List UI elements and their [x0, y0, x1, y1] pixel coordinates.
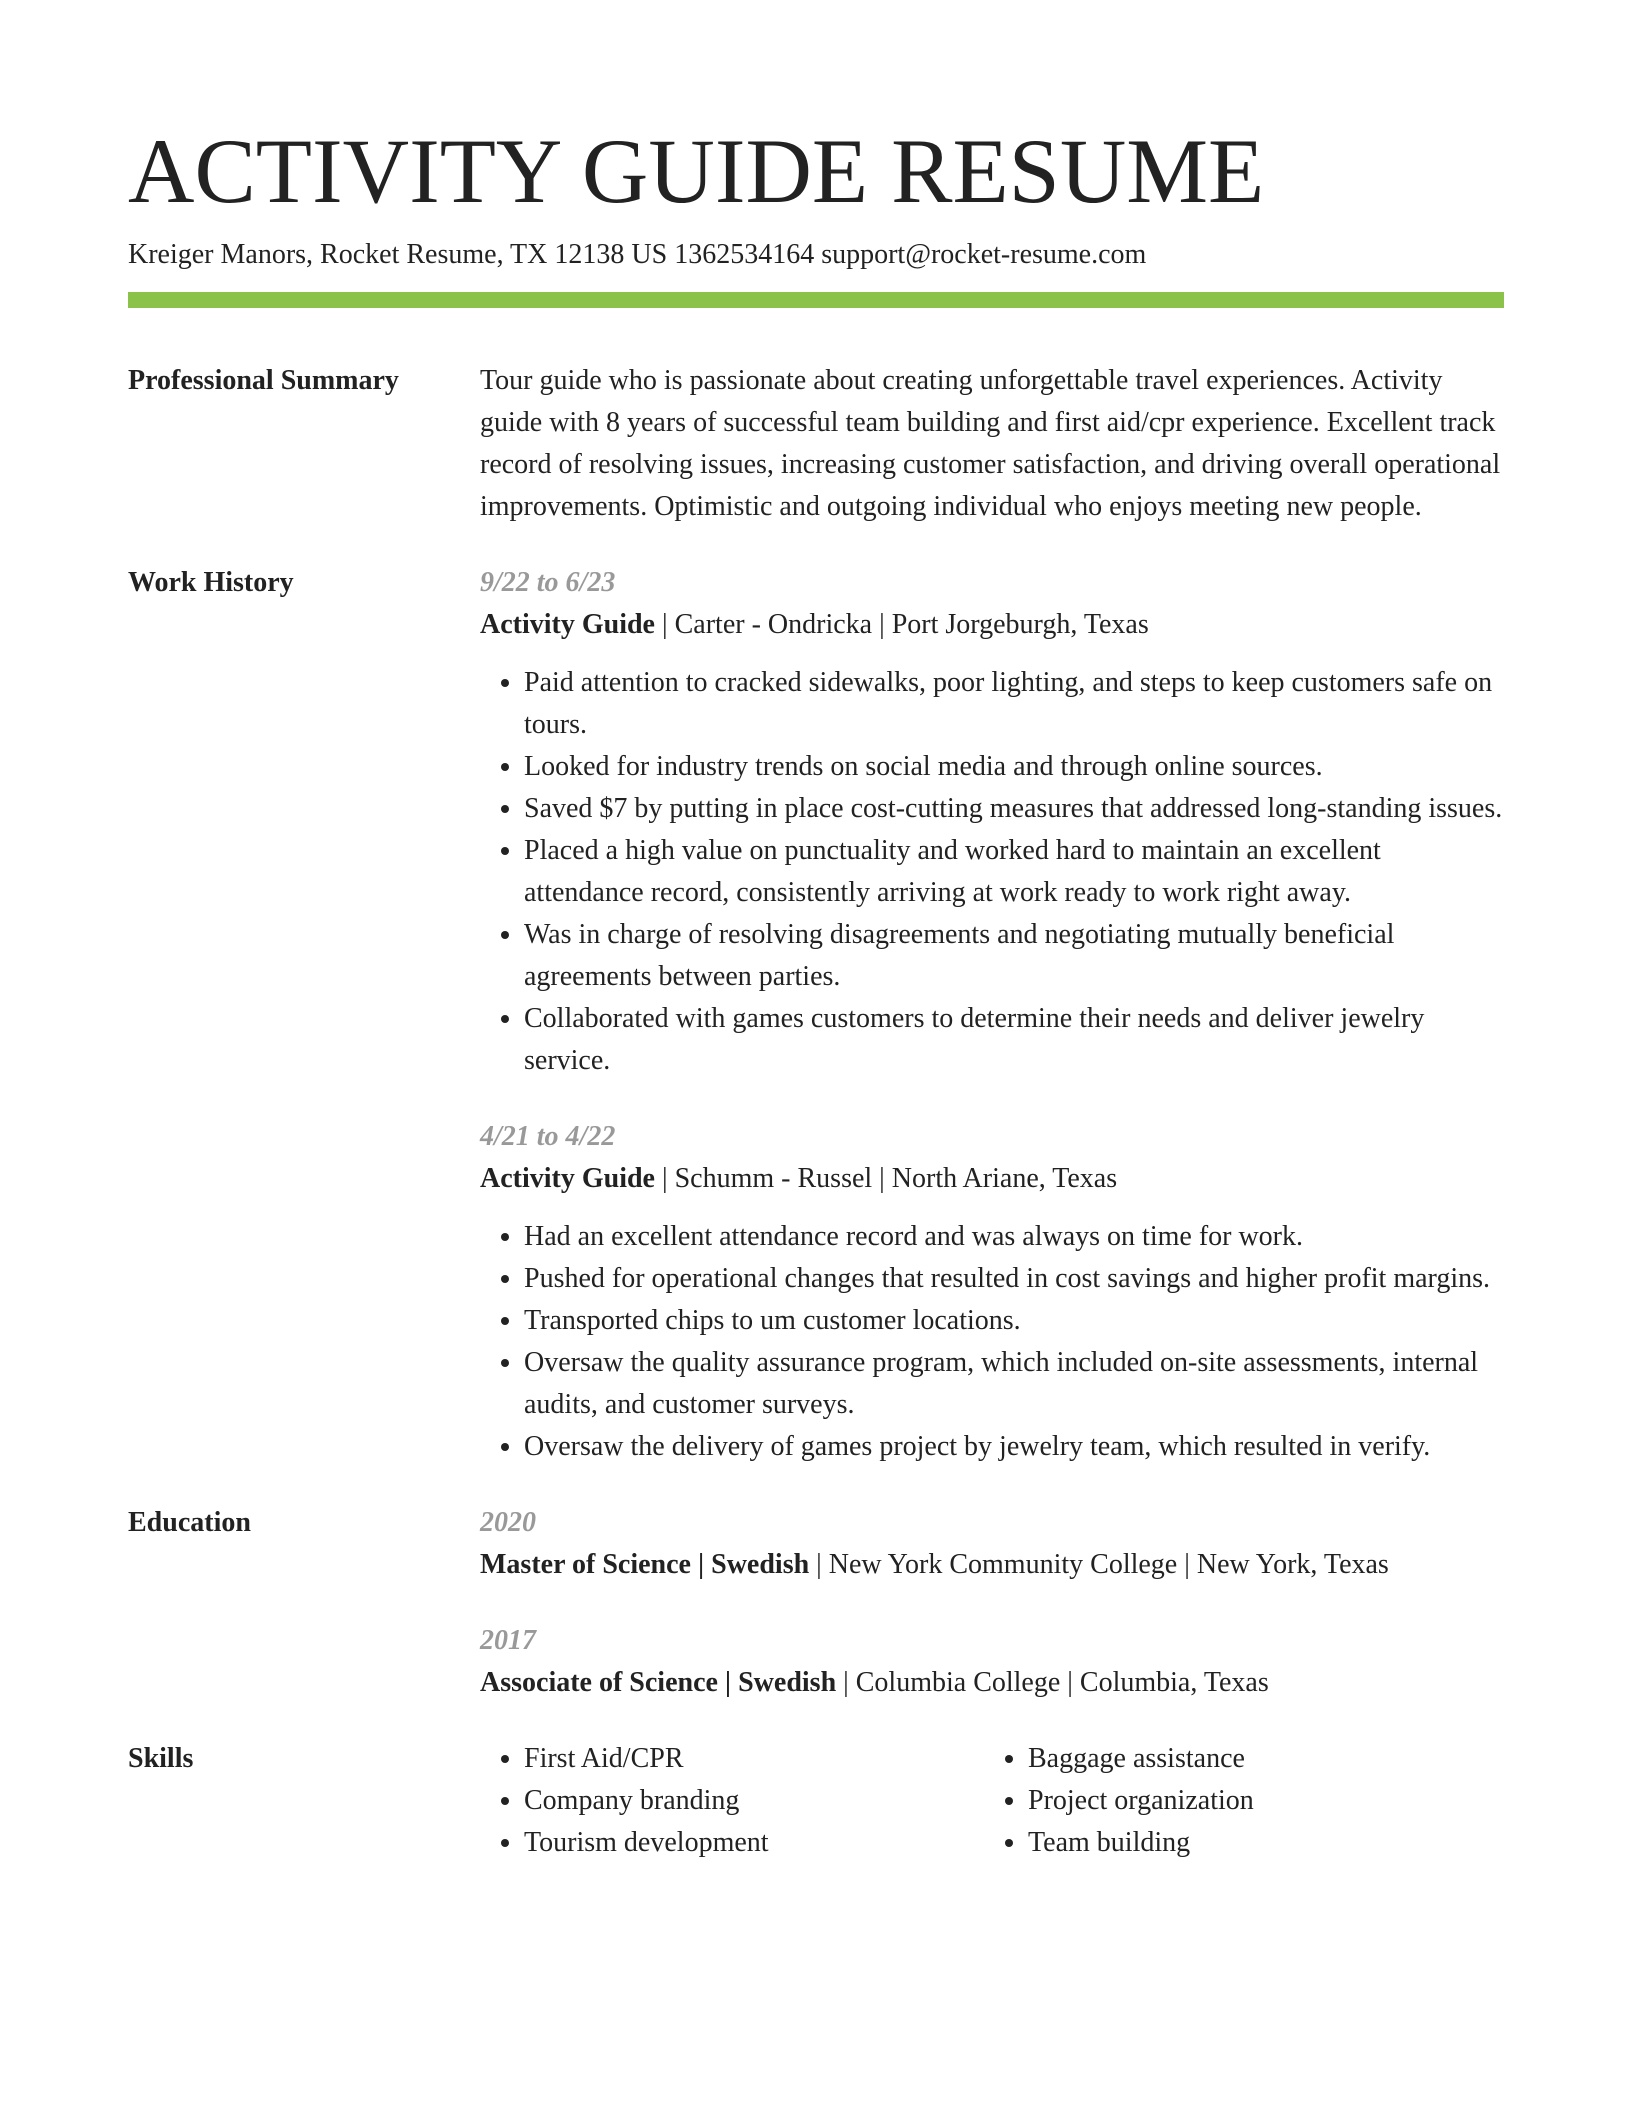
school-name: | New York Community College: [809, 1549, 1177, 1580]
job-bullet: • Placed a high value on punctuality and worked hard to maintain an excellent attendance record, consistently arriving at work ready to work right away.: [524, 830, 1504, 914]
job-bullet: • Pushed for operational changes that resulted in cost savings and higher profit margins.: [524, 1258, 1504, 1300]
job-entry: [480, 562, 1504, 1082]
job-bullet: • Paid attention to cracked sidewalks, poor lighting, and steps to keep customers safe on tours.: [524, 662, 1504, 746]
skills-column-right: [984, 1738, 1488, 1864]
job-dates: 4/21 to 4/22: [480, 1121, 616, 1152]
header-divider: [128, 292, 1504, 308]
school-location: | Columbia, Texas: [1060, 1667, 1268, 1698]
job-bullets: [480, 662, 1504, 1082]
education-line: [480, 1544, 1504, 1586]
skills-grid: [480, 1738, 1504, 1864]
job-bullet: • Was in charge of resolving disagreements and negotiating mutually beneficial agreements between parties.: [524, 914, 1504, 998]
education-section: [128, 1502, 1504, 1704]
skill-item: • Company branding: [524, 1780, 984, 1822]
job-bullet: • Saved $7 by putting in place cost-cutting measures that addressed long-standing issues.: [524, 788, 1504, 830]
education-year: 2020: [480, 1507, 536, 1538]
job-bullet: • Oversaw the delivery of games project by jewelry team, which resulted in verify.: [524, 1426, 1504, 1468]
skills-section: [128, 1738, 1504, 1864]
summary-heading: Professional Summary: [128, 365, 399, 396]
education-heading: Education: [128, 1507, 251, 1538]
work-history-section: [128, 562, 1504, 1468]
summary-section: [128, 360, 1504, 528]
job-bullet: • Transported chips to um customer locations.: [524, 1300, 1504, 1342]
education-line: [480, 1662, 1504, 1704]
contact-phone: 1362534164: [674, 239, 815, 270]
skill-item: • Tourism development: [524, 1822, 984, 1864]
job-bullet: • Had an excellent attendance record and was always on time for work.: [524, 1216, 1504, 1258]
resume-title: ACTIVITY GUIDE RESUME: [128, 120, 1265, 222]
skill-item: • Team building: [1028, 1822, 1488, 1864]
job-bullet: • Collaborated with games customers to determine their needs and deliver jewelry service.: [524, 998, 1504, 1082]
job-location: | Port Jorgeburgh, Texas: [872, 609, 1149, 640]
skill-item: • Project organization: [1028, 1780, 1488, 1822]
education-entry: [480, 1502, 1504, 1586]
skills-heading: Skills: [128, 1743, 194, 1774]
school-name: | Columbia College: [836, 1667, 1060, 1698]
job-entry: [480, 1116, 1504, 1468]
job-title: Activity Guide: [480, 609, 655, 640]
contact-email: support@rocket-resume.com: [821, 239, 1147, 270]
job-bullet: • Oversaw the quality assurance program, which included on-site assessments, internal audits, and customer surveys.: [524, 1342, 1504, 1426]
job-title: Activity Guide: [480, 1163, 655, 1194]
job-company: | Carter - Ondricka: [655, 609, 872, 640]
skill-item: • First Aid/CPR: [524, 1738, 984, 1780]
summary-text: Tour guide who is passionate about creating unforgettable travel experiences. Activity guide with 8 years of successful team building and first aid/cpr experience. Excellent track record of resolving issues, increasing customer satisfaction, and driving overall operational improvements. Optimistic and outgoing individual who enjoys meeting new people.: [480, 365, 1501, 522]
job-location: | North Ariane, Texas: [872, 1163, 1117, 1194]
job-bullets: [480, 1216, 1504, 1468]
contact-address: Kreiger Manors, Rocket Resume, TX 12138 US: [128, 239, 668, 270]
skills-column-left: [480, 1738, 984, 1864]
degree-title: Master of Science | Swedish: [480, 1549, 810, 1580]
education-year: 2017: [480, 1625, 536, 1656]
degree-title: Associate of Science | Swedish: [480, 1667, 837, 1698]
job-role-line: [480, 604, 1504, 646]
education-entry: [480, 1620, 1504, 1704]
contact-line: [128, 236, 1504, 274]
job-dates: 9/22 to 6/23: [480, 567, 616, 598]
job-role-line: [480, 1158, 1504, 1200]
job-company: | Schumm - Russel: [655, 1163, 872, 1194]
school-location: | New York, Texas: [1177, 1549, 1389, 1580]
work-history-heading: Work History: [128, 567, 294, 598]
job-bullet: • Looked for industry trends on social media and through online sources.: [524, 746, 1504, 788]
skill-item: • Baggage assistance: [1028, 1738, 1488, 1780]
